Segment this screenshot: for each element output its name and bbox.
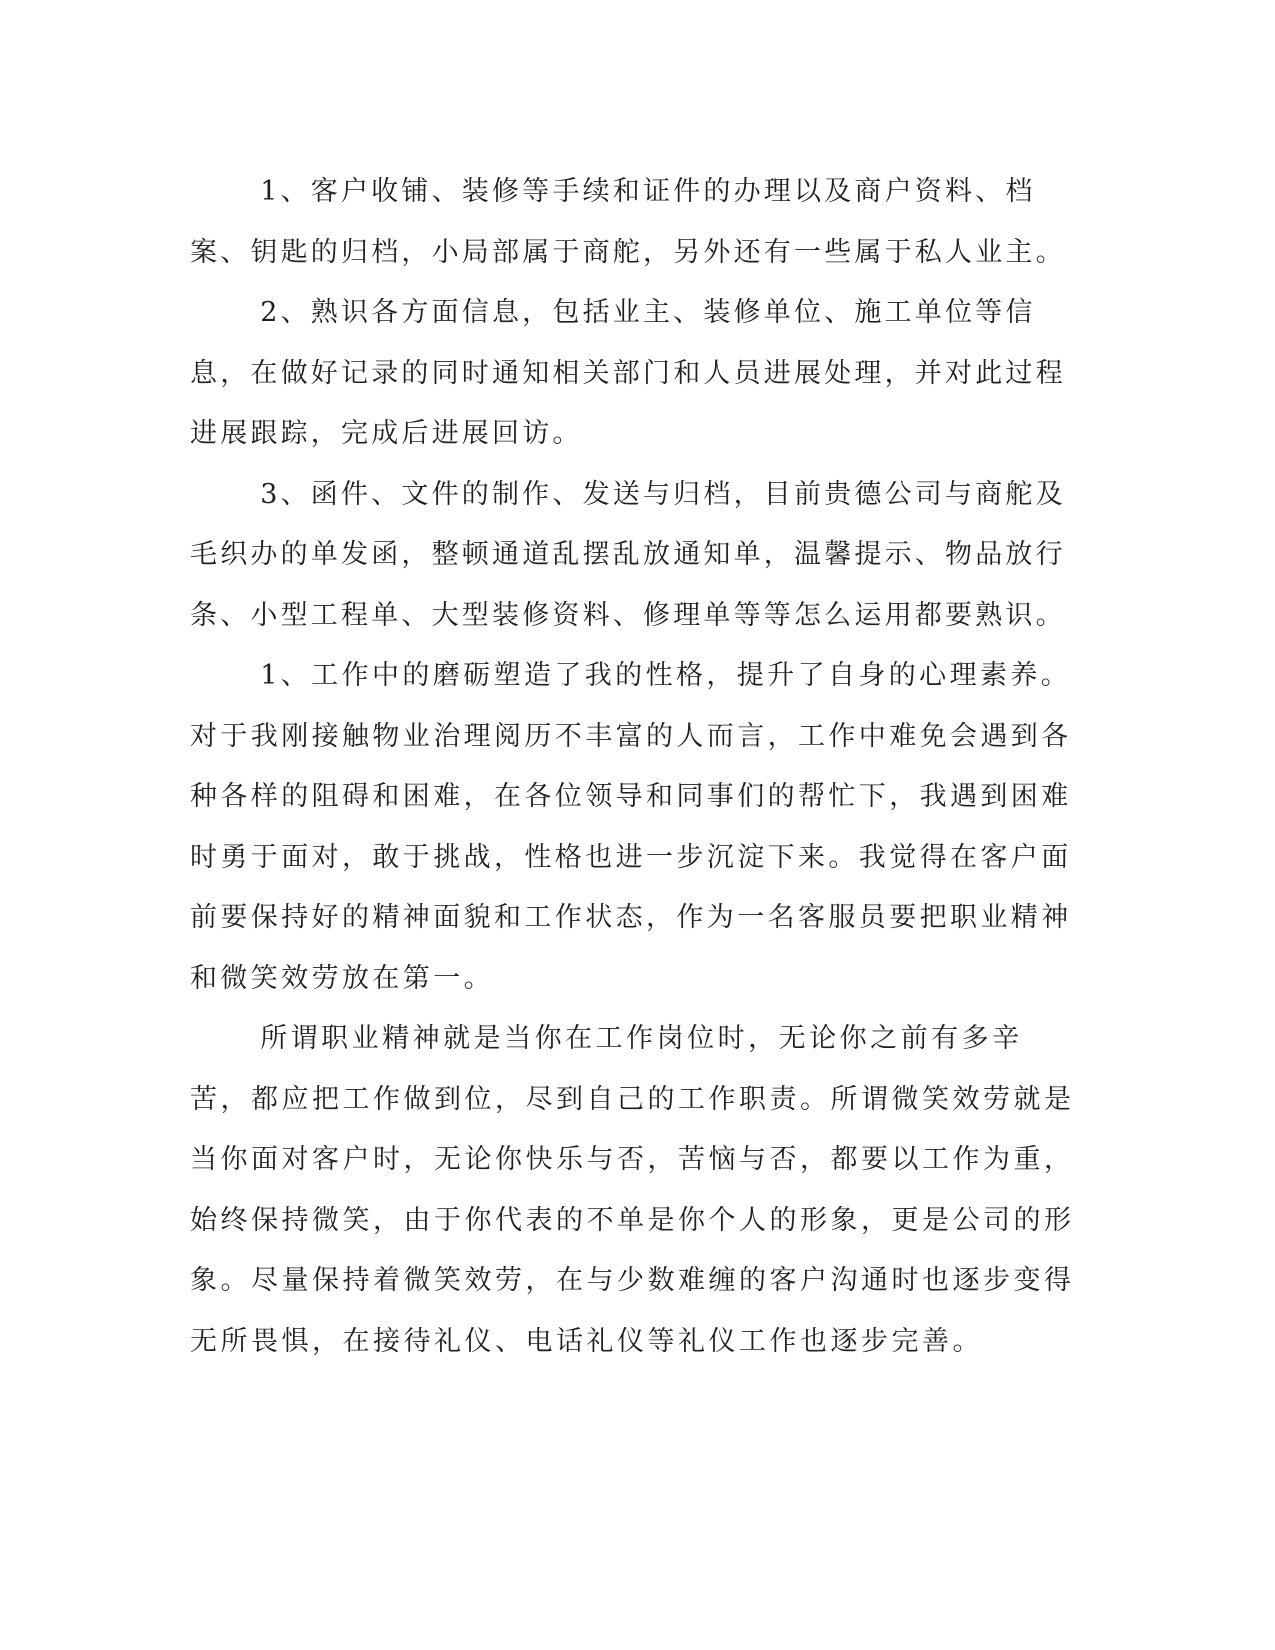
paragraph-4: 1、工作中的磨砺塑造了我的性格，提升了自身的心理素养。对于我刚接触物业治理阅历不丰富的人而言，工作中难免会遇到各种各样的阻碍和困难，在各位领导和同事们的帮忙下，我遇到困难时勇于面对，敢于挑战，性格也进一步沉淀下来。我觉得在客户面前要保持好的精神面貌和工作状态，作为一名客服员要把职业精神和微笑效劳放在第一。	[190, 660, 1072, 994]
paragraph-5: 所谓职业精神就是当你在工作岗位时，无论你之前有多辛苦，都应把工作做到位，尽到自己的工作职责。所谓微笑效劳就是当你面对客户时，无论你快乐与否，苦恼与否，都要以工作为重，始终保持微笑，由于你代表的不单是你个人的形象，更是公司的形象。尽量保持着微笑效劳，在与少数难缠的客户沟通时也逐步变得无所畏惧，在接待礼仪、电话礼仪等礼仪工作也逐步完善。	[190, 1023, 1075, 1357]
paragraph-1: 1、客户收铺、装修等手续和证件的办理以及商户资料、档案、钥匙的归档，小局部属于商舵，另外还有一些属于私人业主。	[190, 176, 1066, 268]
paragraph-3: 3、函件、文件的制作、发送与归档，目前贵德公司与商舵及毛织办的单发函，整顿通道乱摆乱放通知单，温馨提示、物品放行条、小型工程单、大型装修资料、修理单等等怎么运用都要熟识。	[190, 478, 1066, 631]
paragraph-2: 2、熟识各方面信息，包括业主、装修单位、施工单位等信息，在做好记录的同时通知相关部门和人员进展处理，并对此过程进展跟踪，完成后进展回访。	[190, 297, 1066, 449]
document-body	[190, 162, 1080, 1372]
